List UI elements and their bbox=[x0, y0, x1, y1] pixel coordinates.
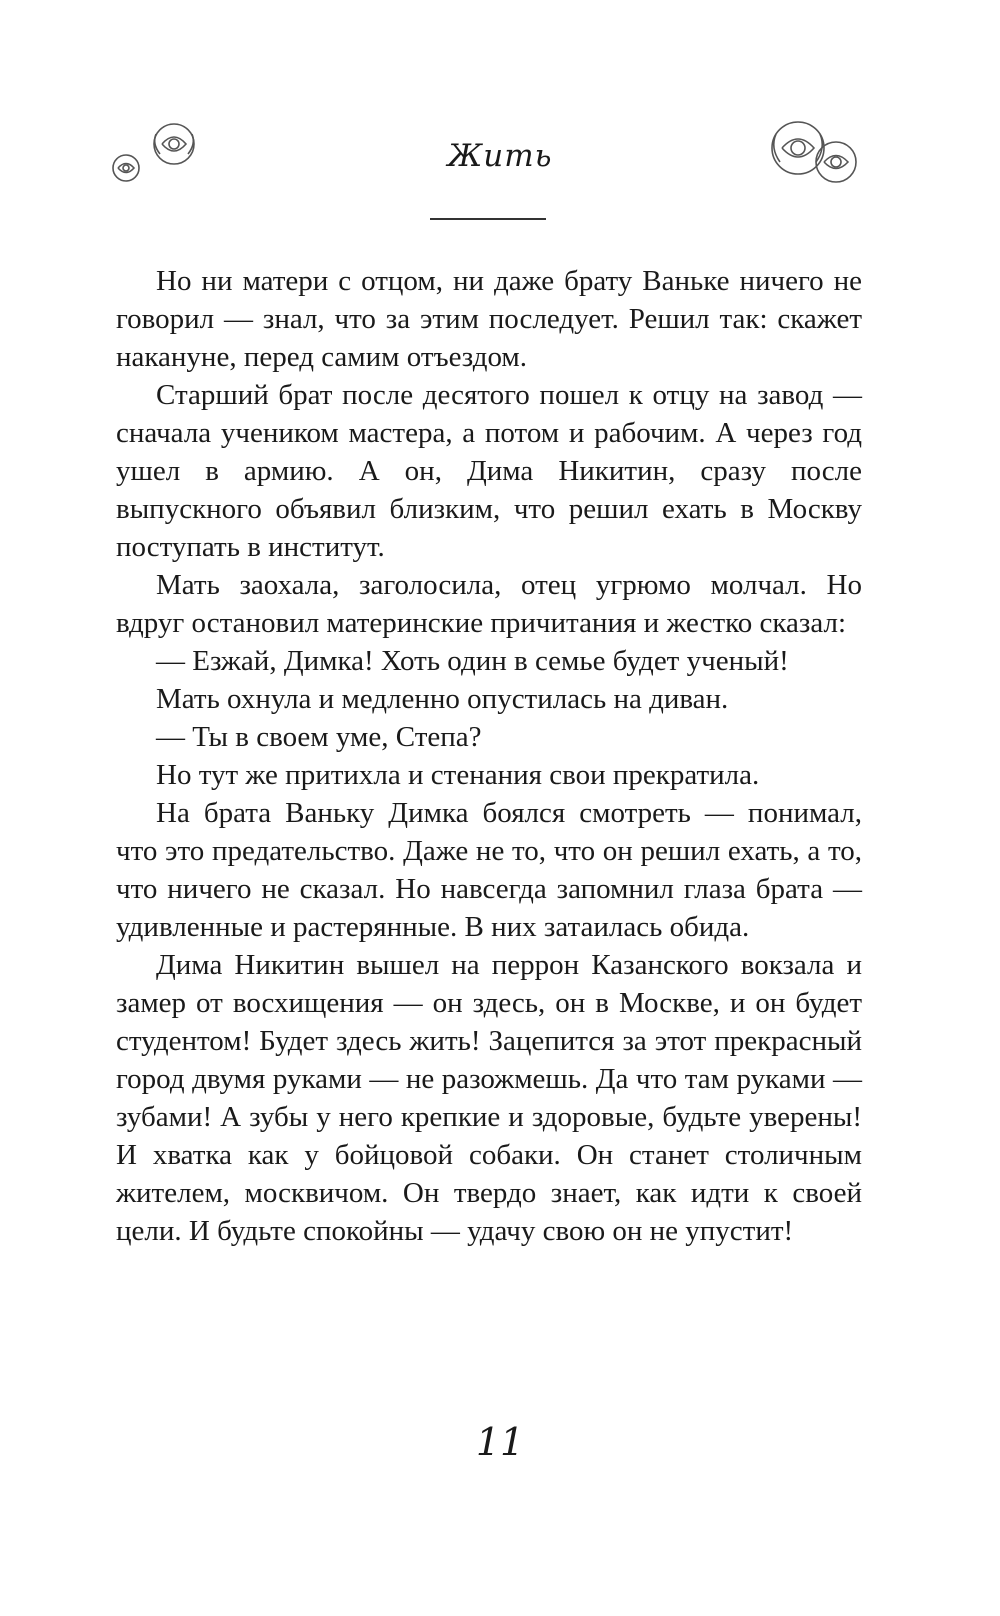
paragraph: Старший брат после десятого пошел к отцу на завод — сначала учеником мастера, а потом и рабочим. А через год ушел в армию. А он, Дима Никитин, сразу после выпускного объявил близким, что решил ехать в Москву поступать в институт. bbox=[116, 379, 862, 563]
page-number: 11 bbox=[475, 1420, 525, 1464]
paragraph: Дима Никитин вышел на перрон Казанского вокзала и замер от восхищения — он здесь, он в Москве, и он будет студентом! Будет здесь жить! Зацепится за этот прекрасный город двумя руками — не разожмешь. Да что там руками — зубами! А зубы у него крепкие и здоровые, будьте уверены! И хватка как у бойцовой собаки. Он станет столичным жителем, москвичом. Он твердо знает, как идти к своей цели. И будьте спокойны — удачу свою он не упустит! bbox=[116, 949, 862, 1247]
running-title: Жить bbox=[447, 138, 553, 174]
dialogue-line: — Ты в своем уме, Степа? bbox=[156, 721, 482, 753]
paragraph: Но ни матери с отцом, ни даже брату Ваньке ничего не говорил — знал, что за этим последует. Решил так: скажет накануне, перед самим отъездом. bbox=[116, 265, 862, 373]
dialogue-line: — Езжай, Димка! Хоть один в семье будет ученый! bbox=[156, 645, 789, 677]
paragraph: Мать заохала, заголосила, отец угрюмо молчал. Но вдруг остановил материнские причитания и жестко сказал: bbox=[116, 569, 862, 639]
paragraph: На брата Ваньку Димка боялся смотреть — понимал, что это предательство. Даже не то, что он решил ехать, а то, что ничего не сказал. Но навсегда запомнил глаза брата — удивленные и растерянные. В них затаилась обида. bbox=[116, 797, 862, 943]
paragraph: Мать охнула и медленно опустилась на диван. bbox=[156, 683, 729, 715]
paragraph: Но тут же притихла и стенания свои прекратила. bbox=[156, 759, 760, 791]
title-divider bbox=[430, 218, 546, 220]
text-body bbox=[116, 262, 862, 1250]
